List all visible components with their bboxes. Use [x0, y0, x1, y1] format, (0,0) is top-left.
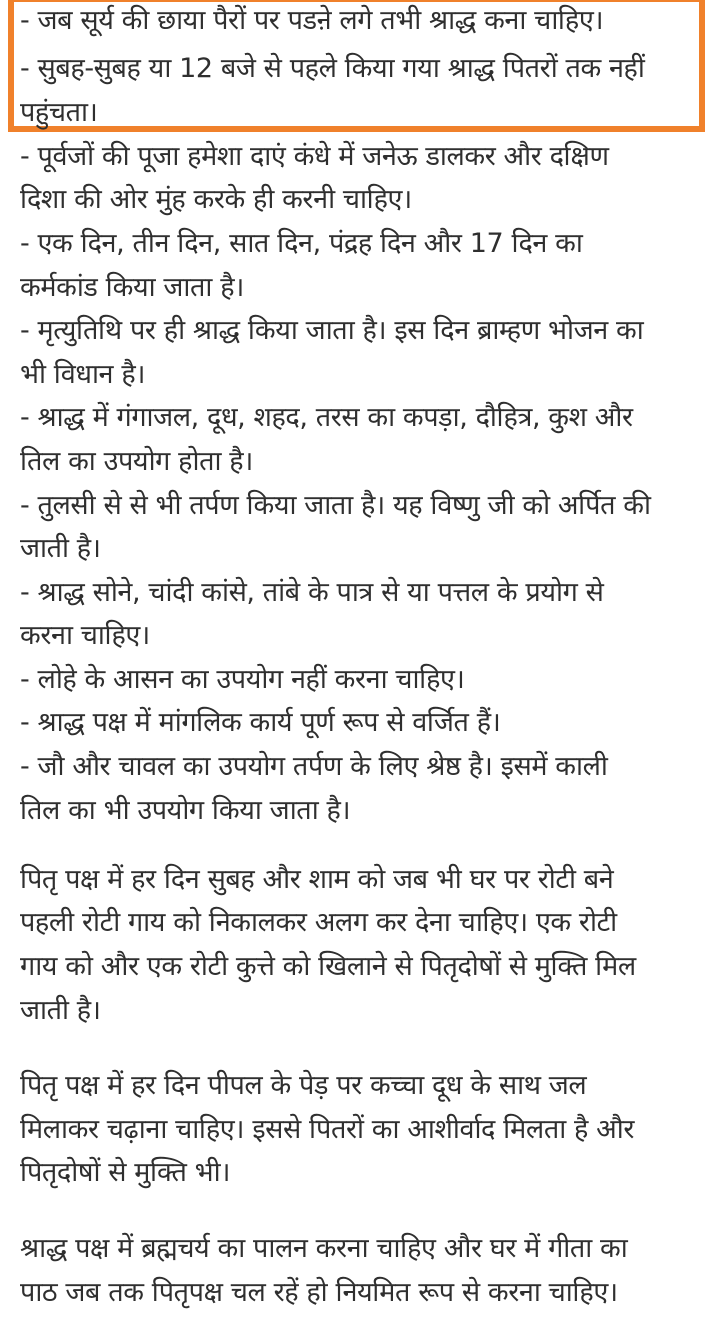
text-line: दिशा की ओर मुंह करके ही करनी चाहिए। [20, 184, 412, 215]
highlighted-line: - जब सूर्य की छाया पैरों पर पडऩे लगे तभी श्राद्ध कना चाहिए। [20, 5, 604, 36]
text-line: - मृत्युतिथि पर ही श्राद्ध किया जाता है। इस दिन ब्राम्हण भोजन का [20, 315, 644, 346]
paragraph-line: जाती है। [20, 995, 101, 1026]
paragraph-line: गाय को और एक रोटी कुत्ते को खिलाने से पितृदोषों से मुक्ति मिल [20, 951, 636, 982]
text-line: - श्राद्ध में गंगाजल, दूध, शहद, तरस का कपड़ा, दौहित्र, कुश और [20, 402, 633, 433]
highlighted-line: पहुंचता। [20, 97, 98, 128]
text-line: कर्मकांड किया जाता है। [20, 272, 244, 303]
text-line: करना चाहिए। [20, 620, 150, 651]
text-line: - श्राद्ध सोने, चांदी कांसे, तांबे के पात्र से या पत्तल के प्रयोग से [20, 577, 604, 608]
text-line: जाती है। [20, 533, 101, 564]
text-line: - श्राद्ध पक्ष में मांगलिक कार्य पूर्ण रूप से वर्जित हैं। [20, 707, 501, 738]
paragraph-line: पितृ पक्ष में हर दिन पीपल के पेड़ पर कच्चा दूध के साथ जल [20, 1070, 587, 1101]
paragraph-line: मिलाकर चढ़ाना चाहिए। इससे पितरों का आशीर्वाद मिलता है और [20, 1114, 634, 1145]
text-line: तिल का भी उपयोग किया जाता है। [20, 795, 351, 826]
text-line: - एक दिन, तीन दिन, सात दिन, पंद्रह दिन और 17 दिन का [20, 228, 583, 259]
highlighted-line: - सुबह-सुबह या 12 बजे से पहले किया गया श्राद्ध पितरों तक नहीं [20, 53, 645, 84]
text-line: तिल का उपयोग होता है। [20, 446, 254, 477]
paragraph-line: श्राद्ध पक्ष में ब्रह्मचर्य का पालन करना चाहिए और घर में गीता का [20, 1233, 628, 1264]
text-line: भी विधान है। [20, 359, 146, 390]
text-line: - पूर्वजों की पूजा हमेशा दाएं कंधे में जनेऊ डालकर और दक्षिण [20, 141, 609, 172]
text-line: - जौ और चावल का उपयोग तर्पण के लिए श्रेष्ठ है। इसमें काली [20, 751, 608, 782]
paragraph-line: पाठ जब तक पितृपक्ष चल रहें हो नियमित रूप से करना चाहिए। [20, 1277, 618, 1308]
text-line: - तुलसी से से भी तर्पण किया जाता है। यह विष्णु जी को अर्पित की [20, 490, 651, 521]
paragraph-line: पितृदोषों से मुक्ति भी। [20, 1157, 231, 1188]
paragraph-line: पितृ पक्ष में हर दिन सुबह और शाम को जब भी घर पर रोटी बने [20, 864, 614, 895]
paragraph-line: पहली रोटी गाय को निकालकर अलग कर देना चाहिए। एक रोटी [20, 907, 617, 938]
text-line: - लोहे के आसन का उपयोग नहीं करना चाहिए। [20, 664, 465, 695]
